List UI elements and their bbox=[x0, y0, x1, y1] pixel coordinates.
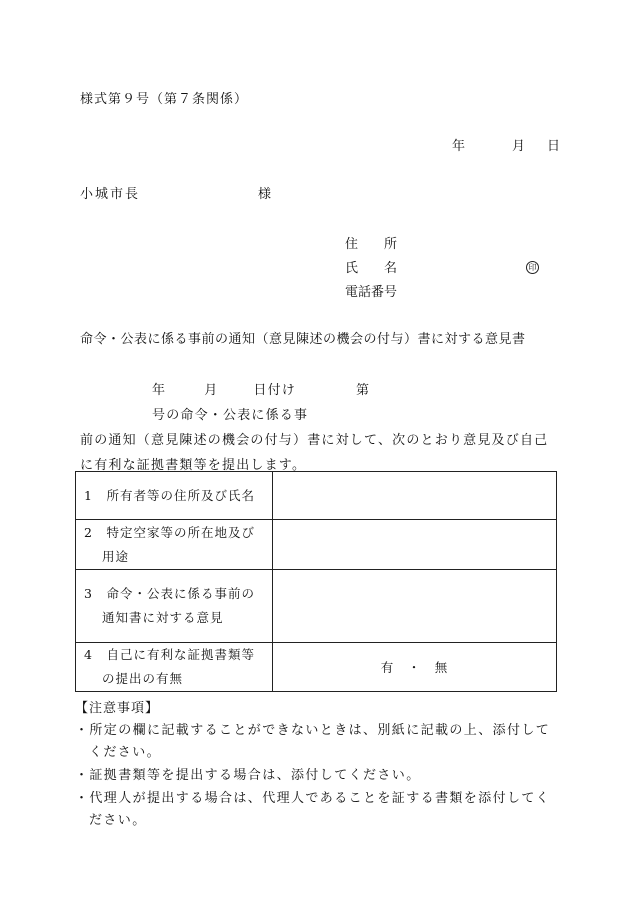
phone-label: 電話番号 bbox=[345, 285, 398, 300]
row1-label: 1 所有者等の住所及び氏名 bbox=[76, 472, 273, 520]
row2-value[interactable] bbox=[273, 520, 557, 570]
body-line1-rest: 号の命令・公表に係る事 bbox=[152, 408, 309, 423]
list-item: ・所定の欄に記載することができないときは、別紙に記載の上、添付してください。 bbox=[75, 723, 551, 760]
form-number: 様式第９号（第７条関係） bbox=[80, 92, 249, 107]
sender-block bbox=[345, 233, 537, 305]
body-paragraph bbox=[80, 378, 560, 478]
row3-value[interactable] bbox=[273, 570, 557, 643]
date-year: 年 bbox=[452, 139, 466, 154]
addressee-honorific: 様 bbox=[258, 187, 274, 202]
row1-value[interactable] bbox=[273, 472, 557, 520]
body-dated: 日付け bbox=[253, 383, 297, 398]
table-row bbox=[76, 520, 557, 570]
address-label: 住 所 bbox=[345, 237, 398, 252]
body-rest: 前の通知（意見陳述の機会の付与）書に対して、次のとおり意見及び自己に有利な証拠書類等を提出します。 bbox=[80, 433, 549, 473]
row4-value[interactable]: 有 ・ 無 bbox=[273, 643, 557, 692]
date-month: 月 bbox=[512, 139, 526, 154]
row2-label: 2 特定空家等の所在地及び 用途 bbox=[76, 520, 273, 570]
table-row bbox=[76, 643, 557, 692]
notes-heading: 【注意事項】 bbox=[75, 701, 160, 716]
addressee-name: 小城市長 bbox=[80, 187, 141, 202]
list-item: ・証拠書類等を提出する場合は、添付してください。 bbox=[75, 768, 421, 783]
document-title: 命令・公表に係る事前の通知（意見陳述の機会の付与）書に対する意見書 bbox=[80, 332, 526, 347]
table-row bbox=[76, 472, 557, 520]
table-row bbox=[76, 570, 557, 643]
body-year: 年 bbox=[152, 383, 167, 398]
row4-label: 4 自己に有利な証拠書類等 の提出の有無 bbox=[76, 643, 273, 692]
name-label: 氏 名 bbox=[345, 261, 398, 276]
seal-mark: 印 bbox=[526, 261, 539, 274]
addressee bbox=[80, 183, 274, 202]
body-month: 月 bbox=[204, 383, 219, 398]
date-line bbox=[452, 135, 560, 154]
opinion-table bbox=[75, 471, 557, 692]
list-item: ・代理人が提出する場合は、代理人であることを証する書類を添付してください。 bbox=[75, 791, 551, 828]
notes-list bbox=[75, 720, 560, 833]
row3-label: 3 命令・公表に係る事前の 通知書に対する意見 bbox=[76, 570, 273, 643]
date-day: 日 bbox=[547, 139, 561, 154]
body-no: 第 bbox=[356, 383, 371, 398]
